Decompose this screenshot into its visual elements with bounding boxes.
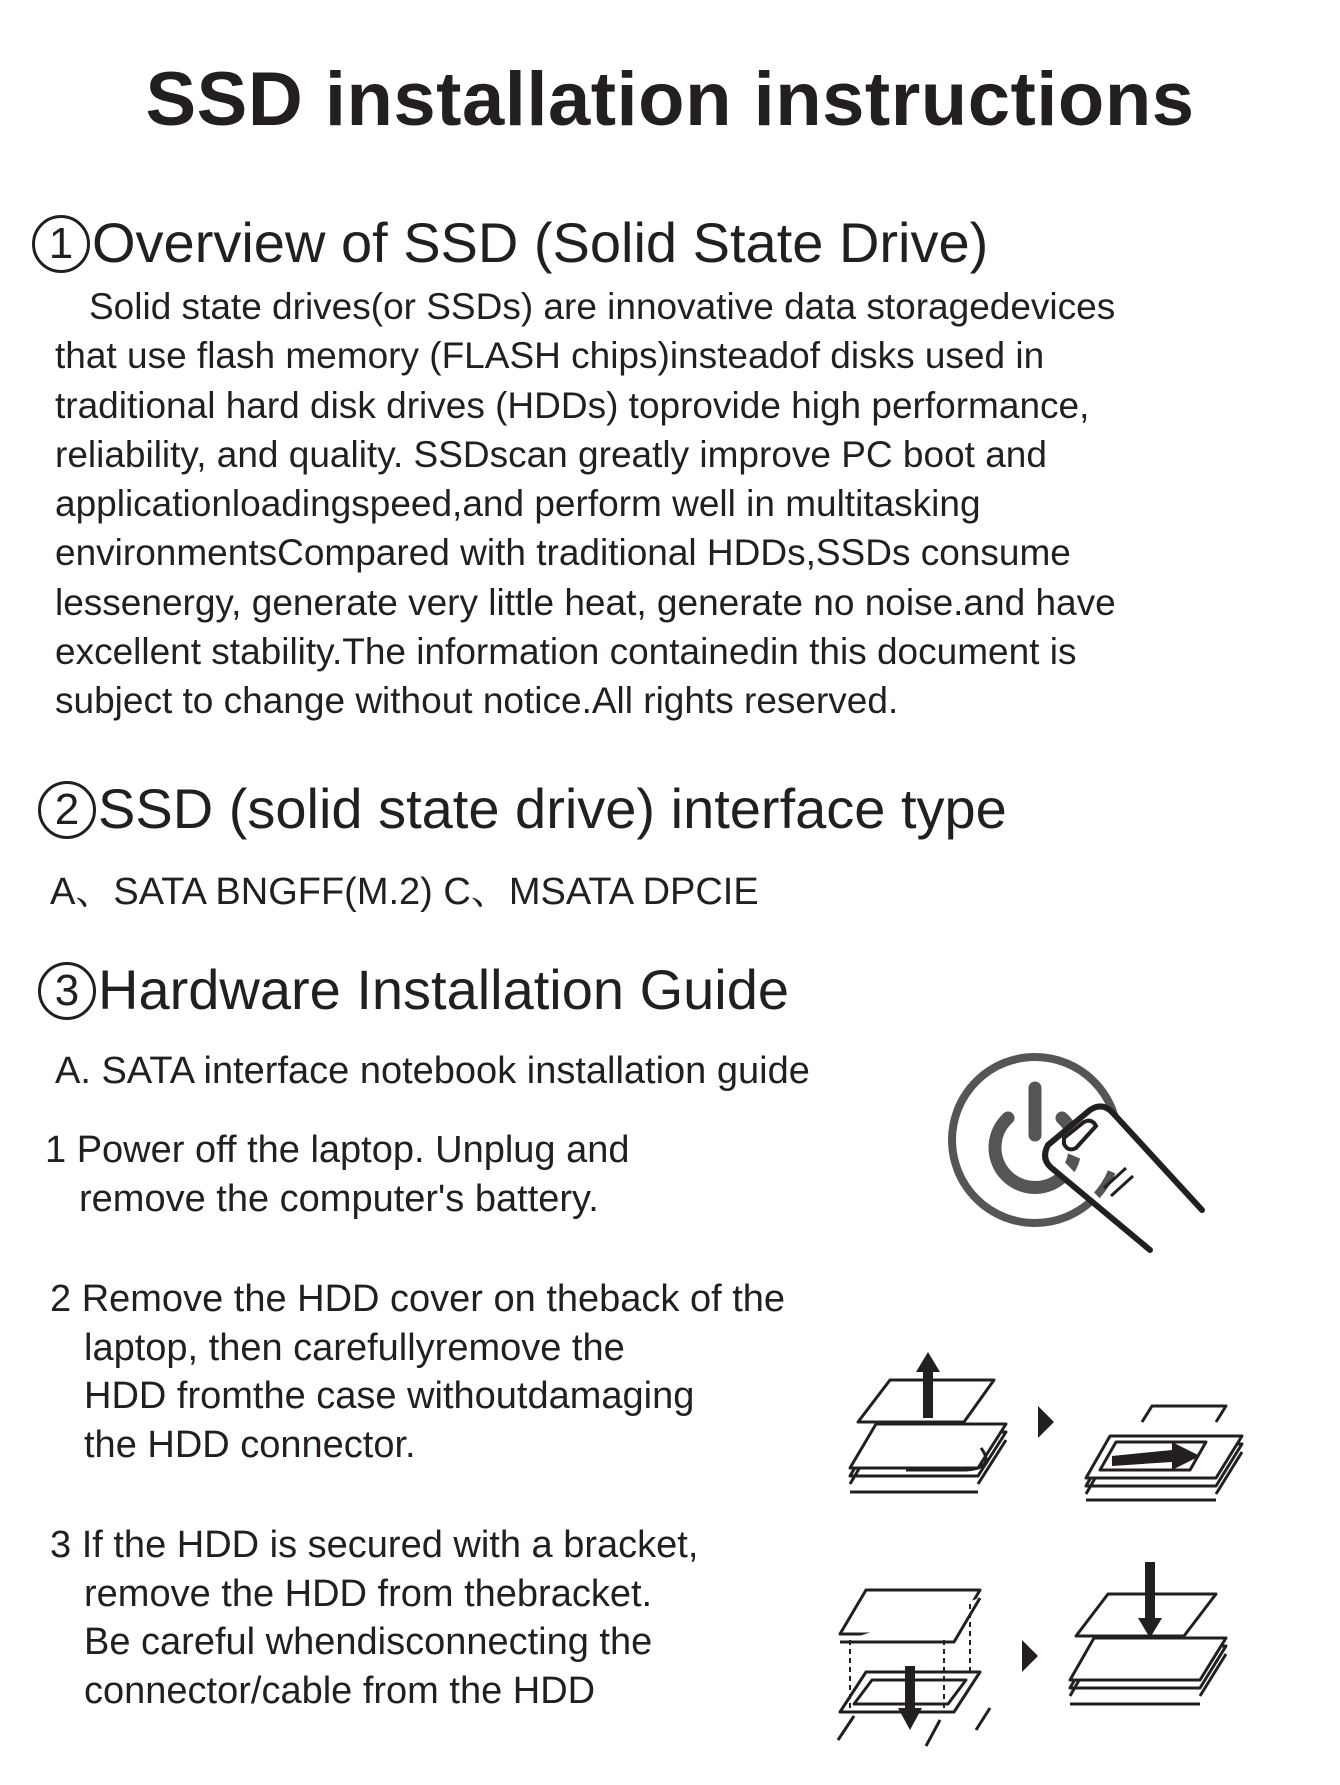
step-3-line: remove the HDD from thebracket.: [84, 1572, 653, 1615]
section-1-number: 1: [32, 215, 90, 273]
section-3-heading: [38, 958, 790, 1021]
page-title: SSD installation instructions: [145, 57, 1195, 142]
finger-icon: [1045, 1106, 1202, 1250]
install-guide-subheading: A. SATA interface notebook installation guide: [55, 1050, 810, 1092]
section-3-heading-text: Hardware Installation Guide: [98, 958, 790, 1021]
step-arrow-icon: [1036, 1404, 1056, 1440]
overview-line: reliability, and quality. SSDscan greatly improve PC boot and: [55, 433, 1047, 475]
step-2-line: HDD fromthe case withoutdamaging: [84, 1375, 695, 1417]
step-1-line: 1 Power off the laptop. Unplug and: [45, 1129, 630, 1171]
interface-types: A、SATA BNGFF(M.2) C、MSATA DPCIE: [50, 871, 759, 913]
section-1-heading-text: Overview of SSD (Solid State Drive): [92, 211, 989, 274]
step-3-number: 3: [50, 1524, 72, 1566]
overview-line: traditional hard disk drives (HDDs) toprovide high performance,: [55, 384, 1090, 426]
step-2-number: 2: [50, 1278, 72, 1320]
overview-line: Solid state drives(or SSDs) are innovative data storagedevices: [89, 286, 1116, 327]
power-button-illustration: [940, 1050, 1210, 1250]
step-2-line: 2 Remove the HDD cover on theback of the: [50, 1278, 786, 1320]
insert-hdd-illustration: [1066, 1558, 1246, 1708]
overview-line: environmentsCompared with traditional HDDs,SSDs consume: [55, 532, 1071, 574]
step-3-line: connector/cable from the HDD: [84, 1669, 596, 1712]
overview-line: that use flash memory (FLASH chips)insteadof disks used in: [55, 335, 1045, 377]
section-2-heading: [38, 777, 1007, 840]
section-2-number: 2: [38, 781, 96, 839]
step-2-line: laptop, then carefullyremove the: [84, 1326, 625, 1369]
step-1-number: 1: [45, 1129, 67, 1171]
step-3: [50, 1521, 698, 1715]
step-1-line: remove the computer's battery.: [79, 1177, 599, 1220]
section-2-heading-text: SSD (solid state drive) interface type: [98, 777, 1007, 840]
section-3-number: 3: [38, 962, 96, 1020]
overview-line: applicationloadingspeed,and perform well in multitasking: [55, 483, 981, 525]
overview-line: subject to change without notice.All rights reserved.: [55, 680, 899, 722]
step-3-line: Be careful whendisconnecting the: [84, 1621, 653, 1663]
section-1-heading: [32, 211, 989, 274]
overview-line: excellent stability.The information containedin this document is: [55, 631, 1077, 673]
remove-cover-illustration: [846, 1348, 1021, 1498]
unscrew-bracket-illustration: [830, 1580, 1005, 1750]
step-2: [50, 1275, 785, 1469]
slide-hdd-illustration: [1082, 1392, 1252, 1502]
overview-paragraph: [55, 282, 1285, 726]
step-2-line: the HDD connector.: [84, 1423, 416, 1466]
step-1: [45, 1126, 630, 1223]
step-arrow-icon: [1020, 1638, 1040, 1674]
step-3-line: 3 If the HDD is secured with a bracket,: [50, 1524, 699, 1566]
overview-line: lessenergy, generate very little heat, generate no noise.and have: [55, 581, 1116, 623]
